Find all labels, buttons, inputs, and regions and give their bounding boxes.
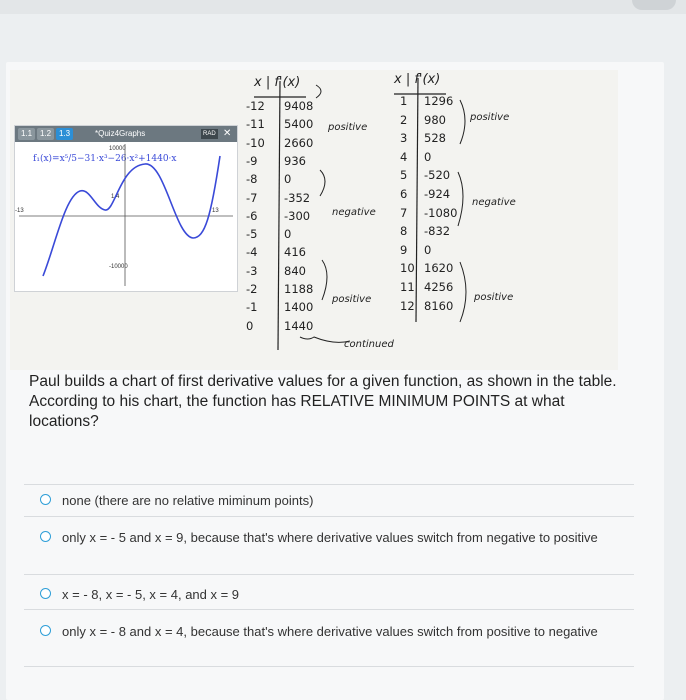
table-cell-fx: -300 bbox=[284, 208, 311, 223]
table-cell-x: -1 bbox=[246, 300, 258, 315]
table-cell-fx: 936 bbox=[284, 153, 306, 168]
table-cell-x: 10 bbox=[400, 261, 415, 276]
table-cell-fx: 9408 bbox=[284, 99, 314, 113]
table-cell-fx: -520 bbox=[424, 168, 451, 183]
derivative-table-right bbox=[390, 72, 530, 332]
divider bbox=[24, 484, 634, 485]
calculator-marker: 1.4 bbox=[111, 194, 120, 200]
table-cell-x: 6 bbox=[400, 187, 408, 201]
derivative-table-left bbox=[240, 75, 394, 365]
calculator-function: f₁(x)=x⁵/5−31·x³−26·x²+1440·x bbox=[33, 154, 177, 164]
close-icon: ✕ bbox=[223, 128, 232, 139]
table-cell-x: -12 bbox=[246, 99, 265, 113]
table-cell-fx: 980 bbox=[424, 112, 446, 127]
table-cell-x: -10 bbox=[246, 135, 265, 150]
divider bbox=[24, 666, 634, 667]
table-cell-x: -3 bbox=[246, 263, 258, 278]
table-cell-x: -6 bbox=[246, 208, 258, 223]
calculator-mode: RAD bbox=[203, 131, 216, 137]
table-cell-fx: -832 bbox=[424, 224, 451, 239]
table-cell-fx: 840 bbox=[284, 263, 306, 278]
calculator-tab-active: 1.3 bbox=[56, 128, 73, 140]
calculator-tab: 1.2 bbox=[37, 128, 54, 140]
calculator-ymax: 10000 bbox=[109, 146, 126, 152]
calculator-xmin: -13 bbox=[15, 208, 24, 214]
answer-option[interactable] bbox=[40, 530, 630, 568]
table-cell-fx: 1400 bbox=[284, 300, 314, 315]
table-cell-fx: 1620 bbox=[424, 261, 454, 276]
top-bar bbox=[0, 0, 686, 14]
table-cell-x: 11 bbox=[400, 280, 415, 294]
table-cell-fx: 0 bbox=[424, 149, 432, 164]
table-cell-x: -11 bbox=[246, 117, 265, 132]
note-positive: positive bbox=[328, 122, 368, 133]
radio-button[interactable] bbox=[40, 625, 51, 636]
table-cell-x: -9 bbox=[246, 153, 258, 168]
answer-option[interactable] bbox=[40, 493, 630, 511]
note-negative: negative bbox=[472, 197, 516, 208]
table-cell-x: -2 bbox=[246, 282, 258, 296]
note-negative: negative bbox=[332, 207, 376, 218]
answer-option-label: only x = - 8 and x = 4, because that's where derivative values switch from positive to negative bbox=[62, 624, 598, 639]
answer-option-label: only x = - 5 and x = 9, because that's where derivative values switch from negative to positive bbox=[62, 530, 598, 545]
divider bbox=[24, 516, 634, 517]
table-cell-fx: 0 bbox=[424, 242, 432, 257]
table-cell-fx: -352 bbox=[284, 190, 311, 205]
answer-option[interactable] bbox=[40, 587, 630, 605]
table-cell-fx: -924 bbox=[424, 187, 451, 201]
calculator-screenshot bbox=[14, 125, 238, 292]
divider bbox=[24, 609, 634, 610]
table-cell-x: -4 bbox=[246, 245, 258, 260]
divider bbox=[24, 574, 634, 575]
table-cell-x: 7 bbox=[400, 205, 408, 220]
table-cell-fx: 1296 bbox=[424, 94, 454, 108]
calculator-document-title: *Quiz4Graphs bbox=[95, 129, 146, 138]
table-cell-x: -8 bbox=[246, 172, 258, 187]
table-cell-fx: 0 bbox=[284, 172, 292, 187]
table-cell-x: 9 bbox=[400, 242, 408, 257]
table-cell-fx: 8160 bbox=[424, 298, 454, 313]
table-cell-x: 0 bbox=[246, 318, 254, 333]
table-left-header: x | f'(x) bbox=[254, 75, 301, 90]
top-pill bbox=[632, 0, 676, 10]
table-cell-fx: 4256 bbox=[424, 280, 454, 294]
note-positive: positive bbox=[474, 292, 514, 303]
graph-plot bbox=[15, 126, 237, 291]
table-cell-fx: 528 bbox=[424, 131, 446, 146]
table-cell-x: 3 bbox=[400, 131, 408, 146]
table-cell-x: 12 bbox=[400, 298, 415, 313]
table-cell-x: 1 bbox=[400, 94, 408, 108]
table-cell-fx: 1440 bbox=[284, 318, 314, 333]
calculator-tab: 1.1 bbox=[18, 128, 35, 140]
calculator-ymin: -10000 bbox=[109, 264, 128, 270]
table-cell-fx: 1188 bbox=[284, 282, 314, 296]
table-cell-fx: 0 bbox=[284, 227, 292, 242]
table-cell-x: 4 bbox=[400, 149, 408, 164]
table-cell-fx: -1080 bbox=[424, 205, 458, 220]
answer-option[interactable] bbox=[40, 624, 630, 662]
radio-button[interactable] bbox=[40, 494, 51, 505]
answer-option-label: none (there are no relative miminum points) bbox=[62, 493, 314, 508]
table-cell-x: 8 bbox=[400, 224, 408, 239]
note-positive: positive bbox=[332, 294, 372, 305]
table-cell-fx: 416 bbox=[284, 245, 306, 260]
note-positive: positive bbox=[470, 112, 510, 123]
radio-button[interactable] bbox=[40, 588, 51, 599]
table-cell-x: -7 bbox=[246, 190, 258, 205]
table-cell-x: 5 bbox=[400, 168, 408, 183]
table-cell-fx: 2660 bbox=[284, 135, 314, 150]
calculator-xmax: 13 bbox=[212, 208, 219, 214]
note-continued: continued bbox=[344, 339, 394, 350]
radio-button[interactable] bbox=[40, 531, 51, 542]
table-cell-x: 2 bbox=[400, 112, 408, 127]
question-text: Paul builds a chart of first derivative values for a given function, as shown in the table. According to his chart, the function has RELATIVE MINIMUM POINTS at what locations? bbox=[29, 373, 617, 430]
table-cell-fx: 5400 bbox=[284, 117, 314, 132]
table-right-header: x | f'(x) bbox=[394, 72, 441, 87]
table-cell-x: -5 bbox=[246, 227, 258, 242]
answer-option-label: x = - 8, x = - 5, x = 4, and x = 9 bbox=[62, 587, 240, 602]
